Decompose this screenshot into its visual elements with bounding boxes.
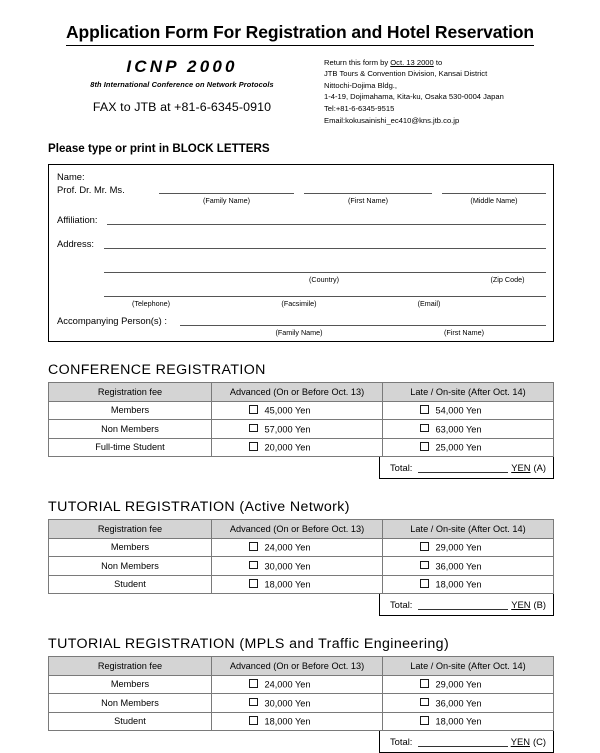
total-box (379, 457, 554, 479)
advanced-fee-cell[interactable] (212, 420, 383, 439)
personal-info-box (48, 164, 554, 342)
advanced-fee-cell[interactable] (212, 675, 383, 694)
column-header-late: Late / On-site (After Oct. 14) (383, 657, 554, 676)
table-row (49, 575, 554, 594)
family-name-caption: (Family Name) (202, 196, 251, 206)
conference-subtitle: 8th International Conference on Network Protocols (90, 79, 274, 89)
advanced-checkbox[interactable] (249, 542, 258, 551)
fee-amount: 29,000 Yen (435, 542, 482, 553)
email-caption: (Email) (417, 299, 441, 309)
fee-option[interactable] (420, 698, 516, 709)
advanced-checkbox[interactable] (249, 405, 258, 414)
return-suffix: to (433, 57, 443, 67)
late-fee-cell[interactable] (383, 538, 554, 557)
total-currency: YEN (510, 736, 530, 748)
fee-option[interactable] (249, 542, 345, 553)
conference-name: ICNP 2000 (126, 56, 238, 76)
column-header-late: Late / On-site (After Oct. 14) (383, 383, 554, 402)
fee-option[interactable] (249, 424, 345, 435)
fee-option[interactable] (249, 442, 345, 453)
table-row (49, 694, 554, 713)
advanced-checkbox[interactable] (249, 442, 258, 451)
fee-option[interactable] (420, 542, 516, 553)
total-amount-input[interactable] (418, 463, 508, 473)
late-checkbox[interactable] (420, 424, 429, 433)
total-currency: YEN (511, 462, 531, 474)
advanced-fee-cell[interactable] (212, 401, 383, 420)
fee-amount: 25,000 Yen (435, 442, 482, 453)
return-building-line: Nittochi-Dojima Bldg., (324, 80, 398, 90)
fee-option[interactable] (420, 579, 516, 590)
advanced-checkbox[interactable] (249, 579, 258, 588)
fee-amount: 20,000 Yen (264, 442, 311, 453)
family-name-input[interactable] (159, 193, 294, 194)
return-tel-line: Tel:+81-6-6345-9515 (324, 104, 395, 113)
fee-option[interactable] (420, 442, 516, 453)
total-row (48, 731, 554, 753)
fee-option[interactable] (249, 698, 345, 709)
fee-amount: 29,000 Yen (435, 679, 482, 690)
telephone-caption: (Telephone) (132, 299, 170, 309)
middle-name-input[interactable] (442, 193, 546, 194)
fee-category-cell: Non Members (49, 694, 212, 713)
late-checkbox[interactable] (420, 679, 429, 688)
table-row (49, 420, 554, 439)
fee-category-cell: Student (49, 712, 212, 731)
country-zip-input[interactable] (104, 272, 546, 273)
total-row (48, 594, 554, 616)
section-title: CONFERENCE REGISTRATION (48, 362, 266, 379)
table-row (49, 557, 554, 576)
fee-category-cell: Members (49, 538, 212, 557)
header-area (0, 56, 600, 126)
affiliation-label: Affiliation: (57, 214, 98, 226)
total-tag: (C) (532, 736, 546, 748)
fee-amount: 24,000 Yen (264, 542, 311, 553)
total-amount-input[interactable] (418, 737, 507, 747)
late-fee-cell[interactable] (383, 401, 554, 420)
table-row (49, 438, 554, 457)
advanced-checkbox[interactable] (249, 679, 258, 688)
accompanying-family-name-caption: (Family Name) (275, 328, 323, 338)
fee-amount: 54,000 Yen (435, 405, 482, 416)
title-options-label: Prof. Dr. Mr. Ms. (57, 184, 125, 196)
column-header-fee: Registration fee (49, 520, 212, 539)
late-fee-cell[interactable] (383, 675, 554, 694)
accompanying-persons-input[interactable] (180, 325, 546, 326)
advanced-fee-cell[interactable] (212, 694, 383, 713)
late-checkbox[interactable] (420, 442, 429, 451)
contact-input[interactable] (104, 296, 546, 297)
total-label: Total: (390, 736, 413, 748)
table-row (49, 712, 554, 731)
fee-option[interactable] (249, 561, 345, 572)
table-header-row (49, 383, 554, 402)
column-header-advanced: Advanced (On or Before Oct. 13) (212, 657, 383, 676)
advanced-checkbox[interactable] (249, 424, 258, 433)
address-input[interactable] (104, 248, 546, 249)
total-tag: (A) (533, 462, 546, 474)
fee-amount: 45,000 Yen (264, 405, 311, 416)
first-name-input[interactable] (304, 193, 432, 194)
fee-section (48, 499, 554, 616)
middle-name-caption: (Middle Name) (470, 196, 518, 206)
return-address-block (316, 56, 554, 126)
total-amount-input[interactable] (418, 600, 508, 610)
fee-amount: 63,000 Yen (435, 424, 482, 435)
advanced-fee-cell[interactable] (212, 575, 383, 594)
fee-amount: 24,000 Yen (264, 679, 311, 690)
conference-identity (48, 56, 316, 114)
country-caption: (Country) (309, 275, 339, 285)
return-deadline-line (324, 57, 554, 69)
late-checkbox[interactable] (420, 405, 429, 414)
first-name-caption: (First Name) (348, 196, 388, 206)
fee-amount: 18,000 Yen (264, 579, 311, 590)
fee-option[interactable] (420, 716, 516, 727)
table-row (49, 401, 554, 420)
fee-option[interactable] (420, 424, 516, 435)
accompanying-persons-label: Accompanying Person(s) : (57, 315, 167, 327)
fee-category-cell: Members (49, 675, 212, 694)
fee-amount: 30,000 Yen (264, 561, 311, 572)
affiliation-input[interactable] (107, 224, 546, 225)
late-fee-cell[interactable] (383, 712, 554, 731)
fee-amount: 18,000 Yen (435, 579, 482, 590)
fee-amount: 36,000 Yen (435, 561, 482, 572)
total-label: Total: (390, 462, 413, 474)
fee-category-cell: Full-time Student (49, 438, 212, 457)
block-letters-instruction: Please type or print in BLOCK LETTERS (48, 142, 270, 156)
table-header-row (49, 520, 554, 539)
advanced-fee-cell[interactable] (212, 557, 383, 576)
fee-category-cell: Non Members (49, 557, 212, 576)
total-label: Total: (390, 599, 413, 611)
facsimile-caption: (Facsimile) (281, 299, 317, 309)
fax-instruction: FAX to JTB at +81-6-6345-0910 (92, 99, 272, 114)
advanced-checkbox[interactable] (249, 561, 258, 570)
spacer (0, 479, 600, 499)
column-header-advanced: Advanced (On or Before Oct. 13) (212, 520, 383, 539)
fee-table (48, 382, 554, 457)
fee-option[interactable] (249, 716, 345, 727)
return-street-line: 1-4-19, Dojimahama, Kita-ku, Osaka 530-0004 Japan (324, 92, 504, 102)
total-box (379, 594, 554, 616)
fee-amount: 18,000 Yen (264, 716, 311, 727)
fee-section (48, 362, 554, 479)
late-checkbox[interactable] (420, 561, 429, 570)
column-header-fee: Registration fee (49, 383, 212, 402)
fee-sections (0, 362, 600, 753)
table-row (49, 538, 554, 557)
return-email-line: Email:kokusainishi_ec410@kns.jtb.co.jp (324, 115, 460, 125)
name-label: Name: (57, 171, 85, 183)
late-checkbox[interactable] (420, 698, 429, 707)
column-header-advanced: Advanced (On or Before Oct. 13) (212, 383, 383, 402)
fee-amount: 30,000 Yen (264, 698, 311, 709)
total-row (48, 457, 554, 479)
total-spacer (48, 594, 379, 616)
fee-category-cell: Members (49, 401, 212, 420)
table-row (49, 675, 554, 694)
return-prefix: Return this form by (324, 57, 391, 67)
title-container (0, 0, 600, 46)
total-box (379, 731, 554, 753)
fee-option[interactable] (420, 405, 516, 416)
address-label: Address: (57, 238, 94, 250)
advanced-fee-cell[interactable] (212, 538, 383, 557)
column-header-fee: Registration fee (49, 657, 212, 676)
table-header-row (49, 657, 554, 676)
fee-table (48, 519, 554, 594)
zip-code-caption: (Zip Code) (490, 275, 525, 285)
fee-option[interactable] (249, 405, 345, 416)
fee-category-cell: Non Members (49, 420, 212, 439)
total-currency: YEN (511, 599, 531, 611)
spacer (0, 342, 600, 362)
advanced-checkbox[interactable] (249, 698, 258, 707)
fee-table (48, 656, 554, 731)
section-title: TUTORIAL REGISTRATION (Active Network) (48, 499, 350, 516)
late-fee-cell[interactable] (383, 557, 554, 576)
late-checkbox[interactable] (420, 579, 429, 588)
total-spacer (48, 457, 379, 479)
spacer (0, 616, 600, 636)
late-fee-cell[interactable] (383, 575, 554, 594)
fee-option[interactable] (420, 561, 516, 572)
advanced-fee-cell[interactable] (212, 438, 383, 457)
section-title: TUTORIAL REGISTRATION (MPLS and Traffic Engineering) (48, 636, 450, 653)
fee-section (48, 636, 554, 753)
fee-option[interactable] (249, 579, 345, 590)
column-header-late: Late / On-site (After Oct. 14) (383, 520, 554, 539)
accompanying-first-name-caption: (First Name) (444, 328, 484, 338)
late-fee-cell[interactable] (383, 694, 554, 713)
advanced-fee-cell[interactable] (212, 712, 383, 731)
fee-amount: 36,000 Yen (435, 698, 482, 709)
total-spacer (48, 731, 379, 753)
return-org-line: JTB Tours & Convention Division, Kansai District (324, 69, 488, 79)
fee-option[interactable] (249, 679, 345, 690)
late-fee-cell[interactable] (383, 438, 554, 457)
advanced-checkbox[interactable] (249, 716, 258, 725)
fee-category-cell: Student (49, 575, 212, 594)
late-checkbox[interactable] (420, 542, 429, 551)
total-tag: (B) (533, 599, 546, 611)
late-fee-cell[interactable] (383, 420, 554, 439)
fee-option[interactable] (420, 679, 516, 690)
late-checkbox[interactable] (420, 716, 429, 725)
fee-amount: 18,000 Yen (435, 716, 482, 727)
fee-amount: 57,000 Yen (264, 424, 311, 435)
return-deadline-date: Oct. 13 2000 (390, 57, 434, 67)
page-title: Application Form For Registration and Hotel Reservation (66, 22, 534, 46)
